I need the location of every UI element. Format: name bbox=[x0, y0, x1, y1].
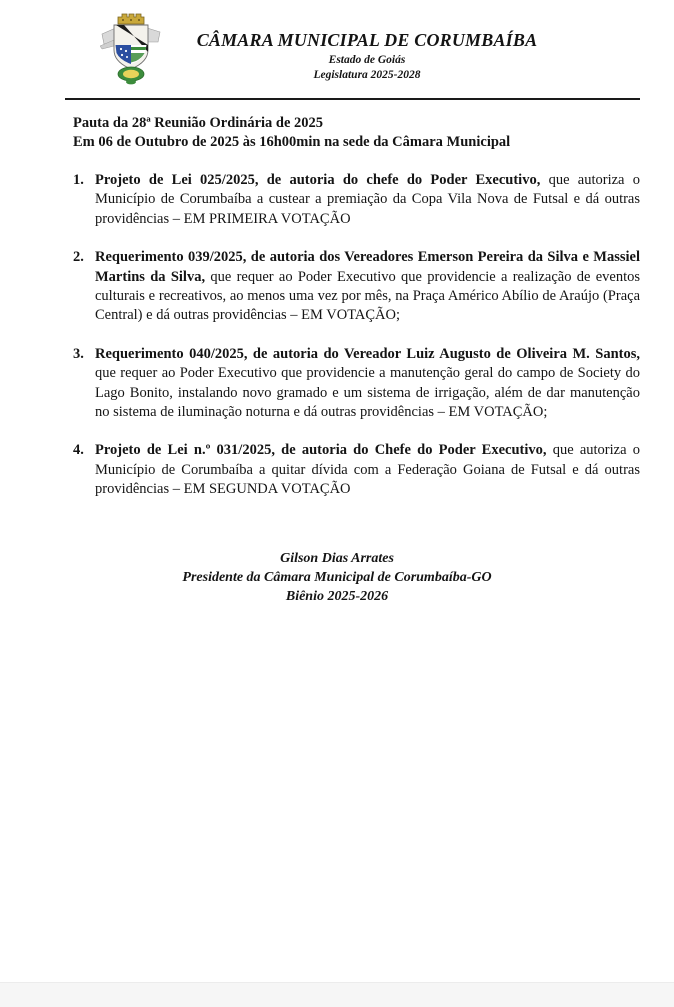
agenda-item-body: que autoriza o Município de Corumbaíba a custear a premiação da Copa Vila Nova de Futsal e dá outras providências – EM PRIMEIRA VOTAÇÃO bbox=[95, 172, 640, 227]
agenda-list bbox=[73, 171, 640, 500]
meeting-heading-line2: Em 06 de Outubro de 2025 às 16h00min na sede da Câmara Municipal bbox=[73, 134, 511, 150]
agenda-item-number: 1. bbox=[73, 172, 84, 188]
agenda-item-number: 3. bbox=[73, 345, 84, 362]
agenda-item-lead: Requerimento 040/2025, de autoria do Vereador Luiz Augusto de Oliveira M. Santos, bbox=[95, 345, 640, 362]
agenda-item-lead: Projeto de Lei n.º 031/2025, de autoria do Chefe do Poder Executivo, bbox=[95, 442, 547, 459]
agenda-item-body: que autoriza o Município de Corumbaíba a quitar dívida com a Federação Goiana de Futsal e dá outras providências – EM SEGUNDA VOTAÇÃO bbox=[95, 442, 640, 498]
org-title: CÂMARA MUNICIPAL DE CORUMBAÍBA bbox=[196, 30, 538, 50]
agenda-item-3 bbox=[73, 345, 640, 423]
viewer-background-strip bbox=[0, 982, 674, 1007]
coat-of-arms-logo bbox=[100, 12, 162, 86]
signature-name: Gilson Dias Arrates bbox=[280, 550, 394, 566]
agenda-item-2 bbox=[73, 248, 640, 326]
agenda-item-number: 2. bbox=[73, 249, 84, 266]
agenda-item-body: que requer ao Poder Executivo que providencie a manutenção geral do campo de Society do Lago Bonito, instalando novo gramado e um sistema de irrigação, além de dar manutenção no sistema de iluminação noturna e dá outras providências – EM VOTAÇÃO; bbox=[95, 365, 640, 421]
signature-term: Biênio 2025-2026 bbox=[285, 588, 389, 604]
agenda-item-lead: Projeto de Lei 025/2025, de autoria do chefe do Poder Executivo, bbox=[95, 172, 541, 188]
agenda-item-text bbox=[95, 248, 640, 326]
agenda-item-lead: Requerimento 039/2025, de autoria dos Vereadores Emerson Pereira da Silva e Massiel Martins da Silva, bbox=[95, 249, 640, 285]
agenda-item-text bbox=[95, 171, 640, 229]
signature-block bbox=[0, 549, 674, 606]
header-divider-rule bbox=[65, 98, 640, 100]
signature-role: Presidente da Câmara Municipal de Corumbaíba-GO bbox=[182, 569, 492, 585]
agenda-item-1 bbox=[73, 171, 640, 229]
meeting-heading-line1: Pauta da 28ª Reunião Ordinária de 2025 bbox=[73, 115, 324, 131]
agenda-item-4 bbox=[73, 441, 640, 499]
meeting-heading bbox=[73, 114, 640, 152]
agenda-item-text bbox=[95, 441, 640, 499]
document-header bbox=[0, 0, 674, 92]
org-subtitle-legislature: Legislatura 2025-2028 bbox=[313, 69, 421, 81]
agenda-item-body: que requer ao Poder Executivo que providencie a realização de eventos culturais e recreativos, ao menos uma vez por mês, na Praça Américo Abílio de Araújo (Praça Central) e dá outras providências – EM VOTAÇÃO; bbox=[95, 268, 641, 324]
org-subtitle-state: Estado de Goiás bbox=[328, 54, 406, 66]
agenda-item-number: 4. bbox=[73, 442, 84, 459]
agenda-item-text bbox=[95, 345, 640, 423]
